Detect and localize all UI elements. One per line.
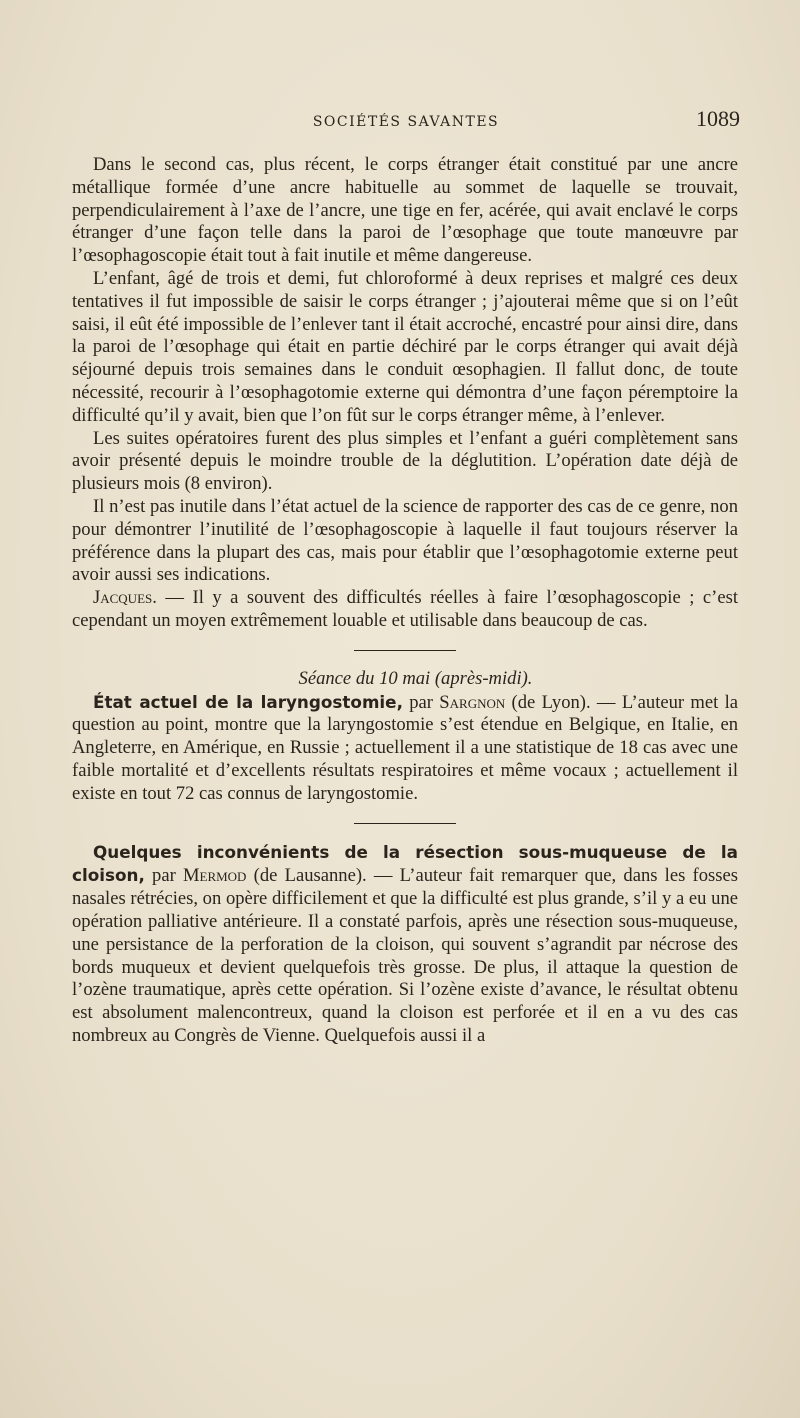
- paragraph-child-case: L’enfant, âgé de trois et demi, fut chloroformé à deux reprises et malgré ces deux tentatives il fut impossible de saisir le corps étranger ; j’ajouterai même que si on l’eût saisi, il eût été impossible de l’enlever tant il était accroché, encastré pour ainsi dire, dans la paroi de l’œsophage qui était en partie déchiré par le corps étranger qui avait déjà séjourné depuis trois semaines dans le conduit œsophagien. Il fallut donc, de toute nécessité, recourir à l’œsophagotomie externe qui démontra d’une façon péremptoire la difficulté qu’il y avait, bien que l’on fût sur le corps étranger même, à l’enlever.: [72, 267, 738, 426]
- communication-title: Quelques inconvénients de la résection sous-muqueuse de la cloison,: [72, 841, 738, 886]
- author-name: Sargnon: [439, 691, 506, 713]
- page-number: 1089: [696, 106, 740, 131]
- paragraph-resection: [72, 841, 738, 1048]
- communication-title: État actuel de la laryngostomie,: [93, 691, 403, 712]
- running-title: SOCIÉTÉS SAVANTES: [312, 114, 500, 130]
- page-header: [72, 104, 740, 140]
- communication-text: (de Lausanne). — L’auteur fait remarquer que, dans les fosses nasales rétrécies, on opère difficilement et que la difficulté est plus grande, s’il y a eu une opération palliative antérieure. Il a constaté parfois, après une résection sous-muqueuse, une persistance de la perforation de la cloison, qui souvent s’agrandit par nécrose des bords muqueux et devient quelquefois très grosse. De plus, il attaque la question de l’ozène traumatique, après cette opération. Si l’ozène existe d’avance, le résultat obtenu est absolument malencontreux, quand la cloison est perforée et il en a vu des cas nombreux au Congrès de Vienne. Quelquefois aussi il a: [72, 865, 738, 1046]
- by-text: par: [402, 691, 440, 713]
- section-divider: [354, 823, 456, 824]
- paragraph-conclusion: Il n’est pas inutile dans l’état actuel de la science de rapporter des cas de ce genre, non pour démontrer l’inutilité de l’œsophagoscopie à laquelle il faut toujours réserver la préférence dans la plupart des cas, mais pour établir que l’œsophagotomie externe peut avoir aussi ses indications.: [72, 495, 738, 586]
- section-divider: [354, 650, 456, 651]
- paragraph-laryngostomy: [72, 691, 738, 806]
- paragraph-outcome: Les suites opératoires furent des plus simples et l’enfant a guéri complètement sans avoir présenté depuis le moindre trouble de la déglutition. L’opération date déjà de plusieurs mois (8 environ).: [72, 427, 738, 495]
- author-name: Mermod: [182, 865, 247, 887]
- session-heading: Séance du 10 mai (après-midi).: [298, 667, 533, 689]
- by-text: par: [144, 865, 183, 887]
- paragraph-second-case: Dans le second cas, plus récent, le corps étranger était constitué par une ancre métallique formée d’une ancre habituelle au sommet de laquelle se trouvait, perpendiculairement à l’axe de l’ancre, une tige en fer, acérée, qui avait enclavé le corps étranger d’une façon telle dans la paroi de l’œsophage que toute manœuvre par l’œsophagoscopie était tout à fait inutile et même dangereuse.: [72, 154, 738, 267]
- speaker-name: Jacques.: [93, 587, 157, 609]
- discussion-text: — Il y a souvent des difficultés réelles à faire l’œsophagoscopie ; c’est cependant un moyen extrêmement louable et utilisable dans beaucoup de cas.: [72, 587, 738, 631]
- article-body: [72, 154, 738, 1048]
- paragraph-discussion: [72, 587, 738, 633]
- communication-text: (de Lyon). — L’auteur met la question au point, montre que la laryngostomie s’est étendue en Belgique, en Italie, en Angleterre, en Amérique, en Russie ; actuellement il a une statistique de 18 cas avec une faible mortalité et d’excellents résultats respiratoires et même vocaux ; actuellement il existe en tout 72 cas connus de laryngostomie.: [72, 691, 739, 804]
